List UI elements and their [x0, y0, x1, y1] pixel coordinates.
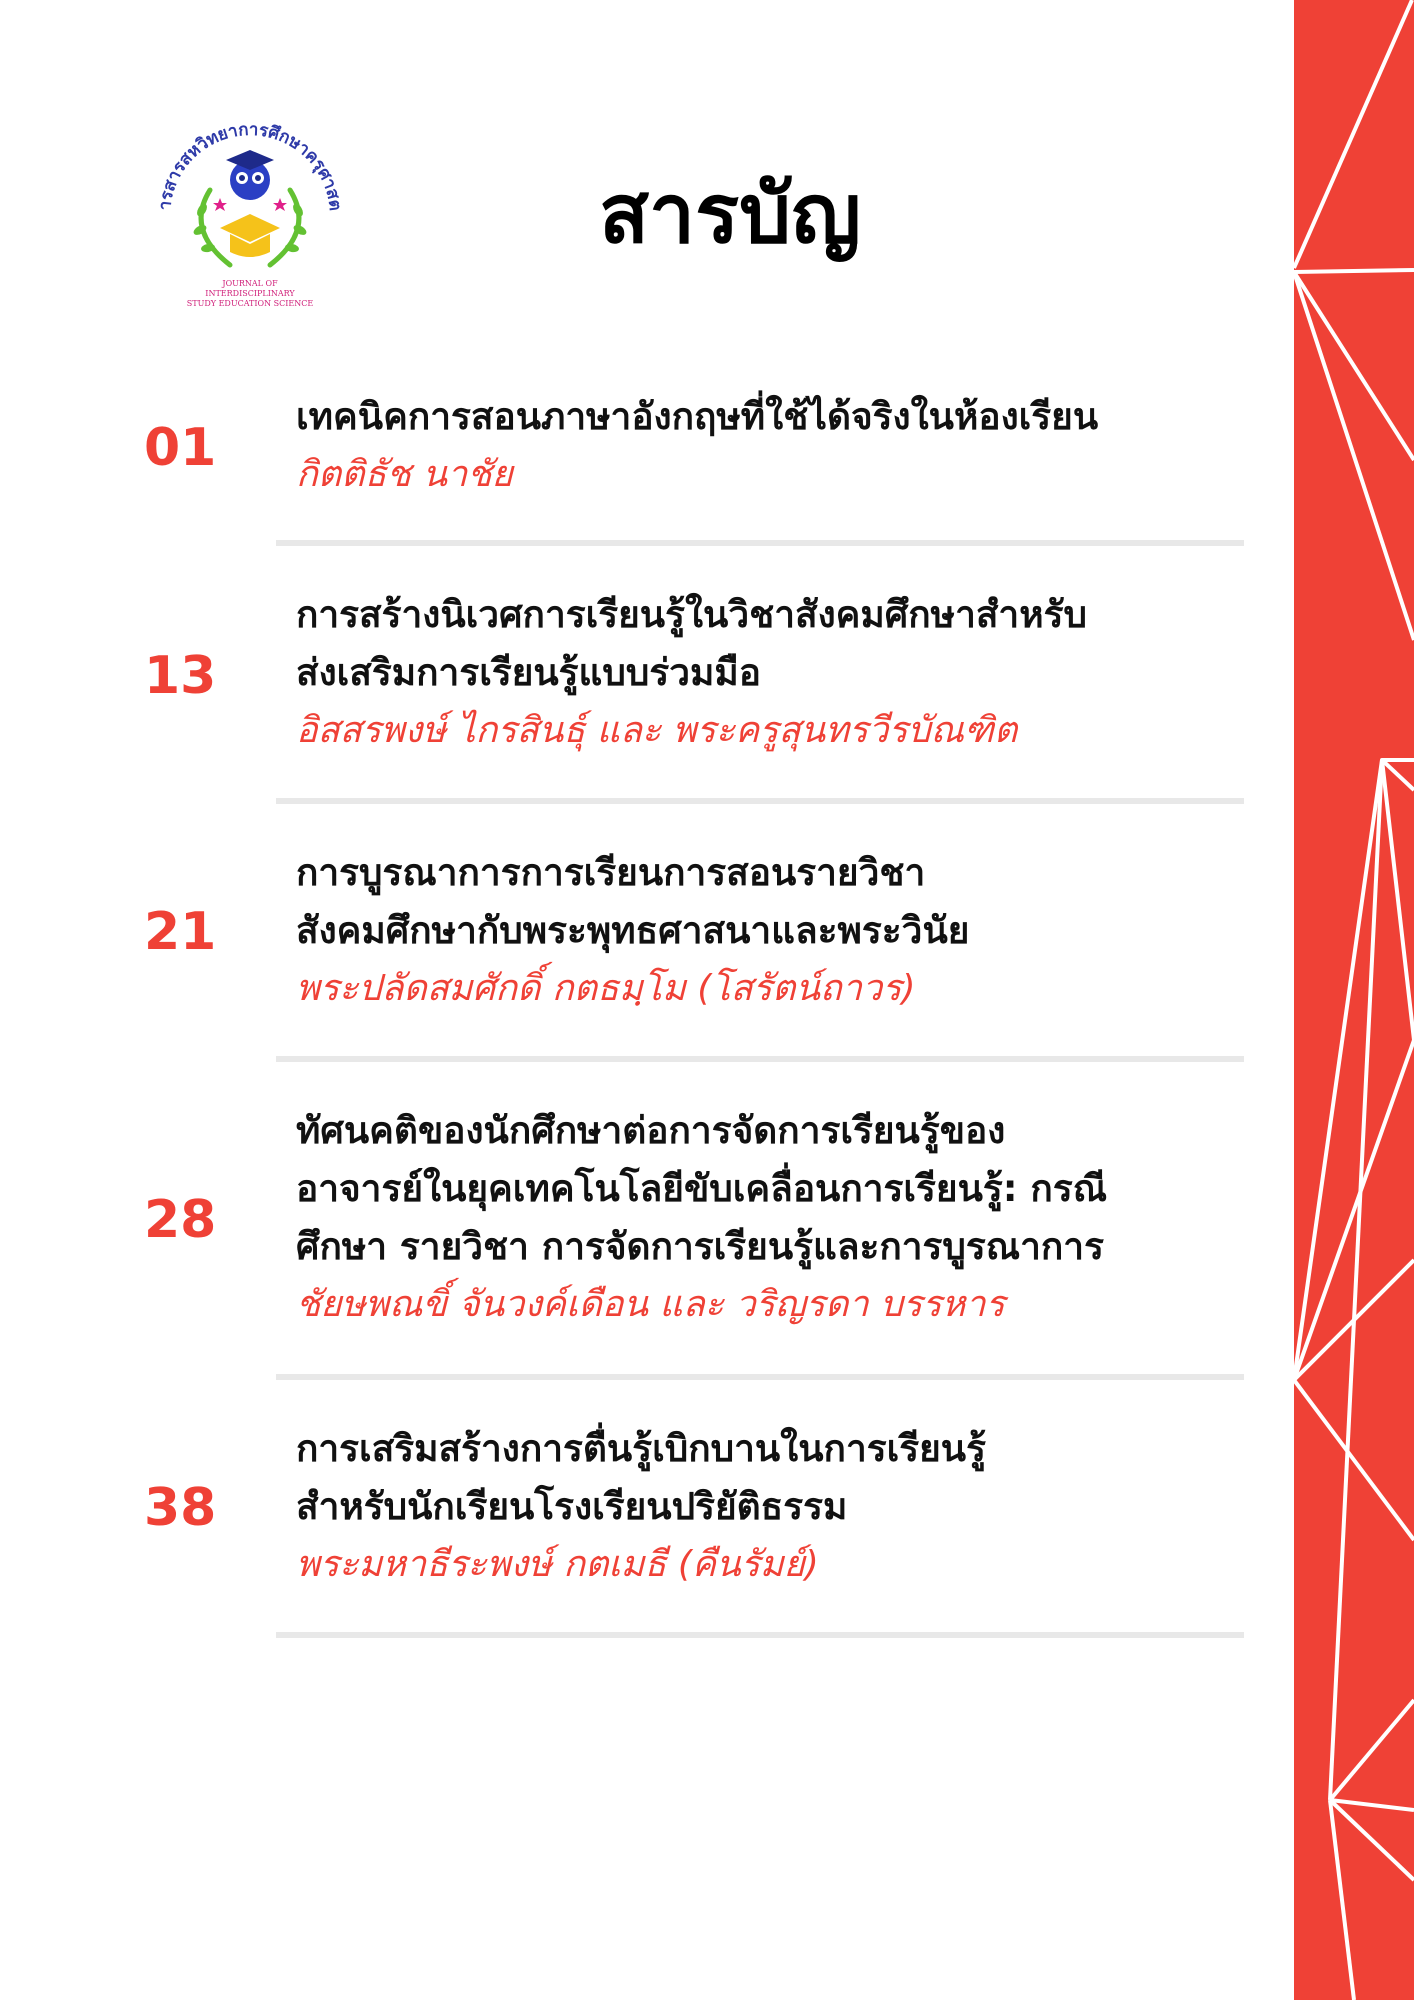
entry-title-line: ศึกษา รายวิชา การจัดการเรียนรู้และการบูรณาการ	[296, 1225, 1104, 1268]
page-title: สารบัญ	[598, 167, 862, 262]
entry-title-line: การสร้างนิเวศการเรียนรู้ในวิชาสังคมศึกษาสำหรับ	[296, 593, 1087, 636]
divider	[276, 1374, 1244, 1380]
svg-text:INTERDISCIPLINARY: INTERDISCIPLINARY	[205, 289, 295, 298]
divider	[276, 1632, 1244, 1638]
divider	[276, 1056, 1244, 1062]
page-number: 28	[144, 1190, 217, 1250]
entry-title-line: การบูรณาการการเรียนการสอนรายวิชา	[296, 851, 926, 894]
divider	[276, 540, 1244, 546]
entry-title-line: ทัศนคติของนักศึกษาต่อการจัดการเรียนรู้ของ	[296, 1109, 1006, 1152]
svg-text:STUDY EDUCATION SCIENCE: STUDY EDUCATION SCIENCE	[186, 299, 314, 308]
entry-title-line: อาจารย์ในยุคเทคโนโลยีขับเคลื่อนการเรียนรู้: กรณี	[296, 1167, 1108, 1210]
entry-title-line: เทคนิคการสอนภาษาอังกฤษที่ใช้ได้จริงในห้องเรียน	[296, 395, 1099, 438]
entry-title-line: การเสริมสร้างการตื่นรู้เบิกบานในการเรียนรู้	[296, 1427, 986, 1470]
entry-text	[296, 1102, 1236, 1334]
svg-text:วารสารสหวิทยาการศึกษาครุศาสตร์: ารสารสหวิทยาการศึกษาครุศาสต	[155, 119, 346, 212]
entry-author: อิสสรพงษ์ ไกรสินธุ์ และ พระครูสุนทรวีรบัณฑิต	[296, 710, 1018, 751]
page-number: 01	[144, 418, 217, 478]
entry-text	[296, 388, 1236, 504]
decorative-side-band	[1294, 0, 1414, 2000]
divider	[276, 798, 1244, 804]
entry-author: พระปลัดสมศักดิ์ กตธมฺโม (โสรัตน์ถาวร)	[296, 968, 916, 1009]
entry-author: กิตติธัช นาชัย	[296, 454, 513, 495]
svg-text:JOURNAL OF: JOURNAL OF	[222, 279, 278, 288]
entry-author: ชัยษพณขิ์ จันวงค์เดือน และ วริญรดา บรรหาร	[296, 1284, 1005, 1325]
page-number: 21	[144, 902, 217, 962]
entry-text	[296, 1420, 1236, 1594]
entry-author: พระมหาธีระพงษ์ กตเมธี (คืนรัมย์)	[296, 1544, 819, 1585]
entry-text	[296, 844, 1236, 1018]
page-number: 13	[144, 646, 217, 706]
entry-text	[296, 586, 1236, 760]
entry-title-line: ส่งเสริมการเรียนรู้แบบร่วมมือ	[296, 651, 762, 694]
entry-title-line: สำหรับนักเรียนโรงเรียนปริยัติธรรม	[296, 1485, 848, 1528]
entry-title-line: สังคมศึกษากับพระพุทธศาสนาและพระวินัย	[296, 909, 970, 952]
page-number: 38	[144, 1478, 217, 1538]
